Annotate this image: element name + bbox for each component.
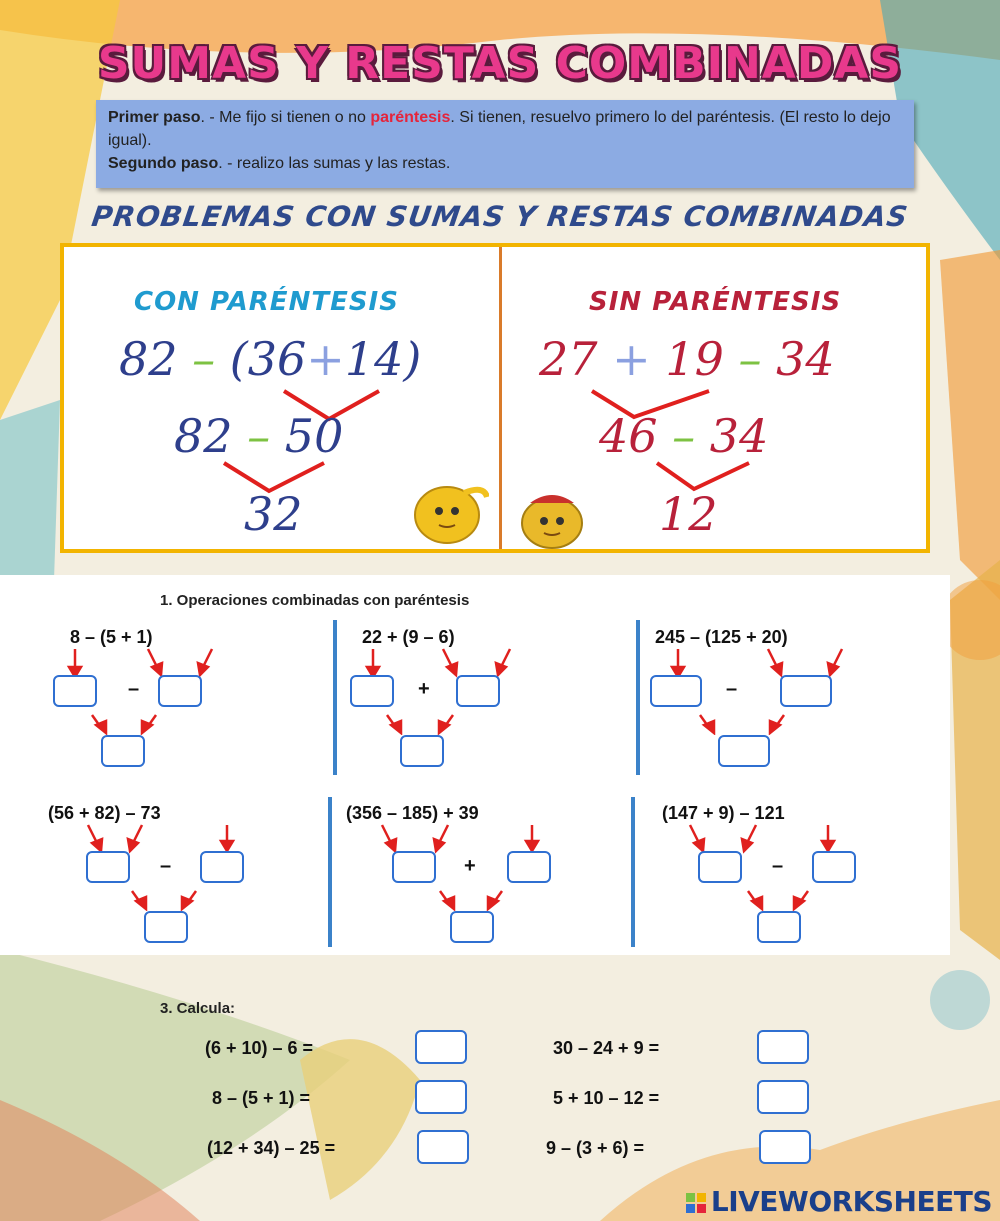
examples-panel [60, 243, 930, 553]
exercise-5-box-a[interactable] [392, 851, 436, 883]
step2-text: . - realizo las sumas y las restas. [218, 155, 451, 172]
calc-right-1-expression: 30 – 24 + 9 = [553, 1038, 660, 1058]
right-l1-n1: 27 [539, 332, 598, 386]
mascot-right-icon [512, 485, 592, 550]
left-l1-n2: (36 [229, 332, 307, 386]
exercise-4-operator: – [160, 855, 172, 877]
left-l1-n1: 82 [119, 332, 178, 386]
exercise-4-expression: (56 + 82) – 73 [48, 803, 161, 823]
left-l1-n3: 14) [344, 332, 422, 386]
liveworksheets-logo-icon [685, 1192, 707, 1214]
left-l2-op: – [247, 409, 271, 463]
step1-text-b: . Si tienen, resuelvo primero lo del paréntesis. (El resto lo dejo igual). [108, 109, 891, 149]
exercise-1-box-b[interactable] [158, 675, 202, 707]
right-example-line2 [599, 409, 768, 463]
exercise-2-box-a[interactable] [350, 675, 394, 707]
step1-highlight: paréntesis [370, 109, 451, 126]
exercise-3-result-box[interactable] [718, 735, 770, 767]
calc-left-1-answer-box[interactable] [415, 1030, 467, 1064]
con-parentesis-heading: CON PARÉNTESIS [134, 287, 399, 317]
right-example-result: 12 [659, 487, 718, 541]
right-l1-op1: + [612, 332, 651, 386]
exercise-5-result-box[interactable] [450, 911, 494, 943]
exercise-4-result-box[interactable] [144, 911, 188, 943]
left-example-line1 [119, 332, 421, 386]
liveworksheets-logo-text: LIVEWORKSHEETS [710, 1185, 992, 1218]
exercise-5-box-b[interactable] [507, 851, 551, 883]
right-l2-op: – [672, 409, 696, 463]
exercise-5-expression: (356 – 185) + 39 [346, 803, 479, 823]
calc-left-3-answer-box[interactable] [417, 1130, 469, 1164]
exercise-2-expression: 22 + (9 – 6) [362, 627, 455, 647]
exercise-4-box-a[interactable] [86, 851, 130, 883]
calc-right-3-answer-box[interactable] [759, 1130, 811, 1164]
left-example-line2 [174, 409, 343, 463]
step1-text-a: . - Me fijo si tienen o no [200, 109, 371, 126]
right-l1-op2: – [738, 332, 762, 386]
exercise-6-box-b[interactable] [812, 851, 856, 883]
instructions-box [96, 100, 914, 188]
section3-title: 3. Calcula: [160, 1000, 236, 1017]
sin-parentesis-heading: SIN PARÉNTESIS [589, 287, 842, 317]
left-l1-op1: – [192, 332, 216, 386]
exercise-6-expression: (147 + 9) – 121 [662, 803, 785, 823]
exercise-6-operator: – [772, 855, 784, 877]
exercise-5-operator: + [464, 855, 476, 877]
left-l2-n2: 50 [284, 409, 344, 463]
right-l1-n2: 19 [665, 332, 724, 386]
exercise-2-operator: + [418, 678, 430, 700]
worksheet-section-1 [0, 575, 950, 955]
liveworksheets-logo [685, 1185, 992, 1218]
step2-label: Segundo paso [108, 155, 219, 172]
left-example-result: 32 [244, 487, 303, 541]
section1-title: 1. Operaciones combinadas con paréntesis [160, 592, 470, 609]
step1-label: Primer paso [108, 109, 201, 126]
column-divider-4 [631, 797, 635, 947]
exercise-2-box-b[interactable] [456, 675, 500, 707]
problems-subtitle: PROBLEMAS CON SUMAS Y RESTAS COMBINADAS [89, 200, 911, 233]
right-l1-n3: 34 [776, 332, 835, 386]
column-divider-2 [636, 620, 640, 775]
column-divider-1 [333, 620, 337, 775]
calc-right-3-expression: 9 – (3 + 6) = [546, 1138, 645, 1158]
exercise-4-box-b[interactable] [200, 851, 244, 883]
right-example-line1 [539, 332, 835, 386]
exercise-3-box-b[interactable] [780, 675, 832, 707]
calc-right-2-expression: 5 + 10 – 12 = [553, 1088, 660, 1108]
exercise-1-box-a[interactable] [53, 675, 97, 707]
right-l2-n2: 34 [709, 409, 769, 463]
page-title: SUMAS Y RESTAS COMBINADAS [97, 38, 903, 89]
calc-left-3-expression: (12 + 34) – 25 = [207, 1138, 336, 1158]
exercise-6-box-a[interactable] [698, 851, 742, 883]
calc-left-1-expression: (6 + 10) – 6 = [205, 1038, 314, 1058]
exercise-1-result-box[interactable] [101, 735, 145, 767]
examples-divider [499, 247, 502, 549]
right-l2-n1: 46 [599, 409, 658, 463]
exercise-3-operator: – [726, 678, 738, 700]
exercise-2-result-box[interactable] [400, 735, 444, 767]
mascot-left-icon [409, 475, 489, 545]
left-l2-n1: 82 [174, 409, 233, 463]
exercise-3-box-a[interactable] [650, 675, 702, 707]
exercise-6-result-box[interactable] [757, 911, 801, 943]
exercise-3-expression: 245 – (125 + 20) [655, 627, 788, 647]
exercise-1-operator: – [128, 678, 140, 700]
column-divider-3 [328, 797, 332, 947]
left-l1-op2: + [306, 332, 345, 386]
calc-left-2-answer-box[interactable] [415, 1080, 467, 1114]
exercise-1-expression: 8 – (5 + 1) [70, 627, 153, 647]
calc-left-2-expression: 8 – (5 + 1) = [212, 1088, 311, 1108]
calc-right-2-answer-box[interactable] [757, 1080, 809, 1114]
calc-right-1-answer-box[interactable] [757, 1030, 809, 1064]
